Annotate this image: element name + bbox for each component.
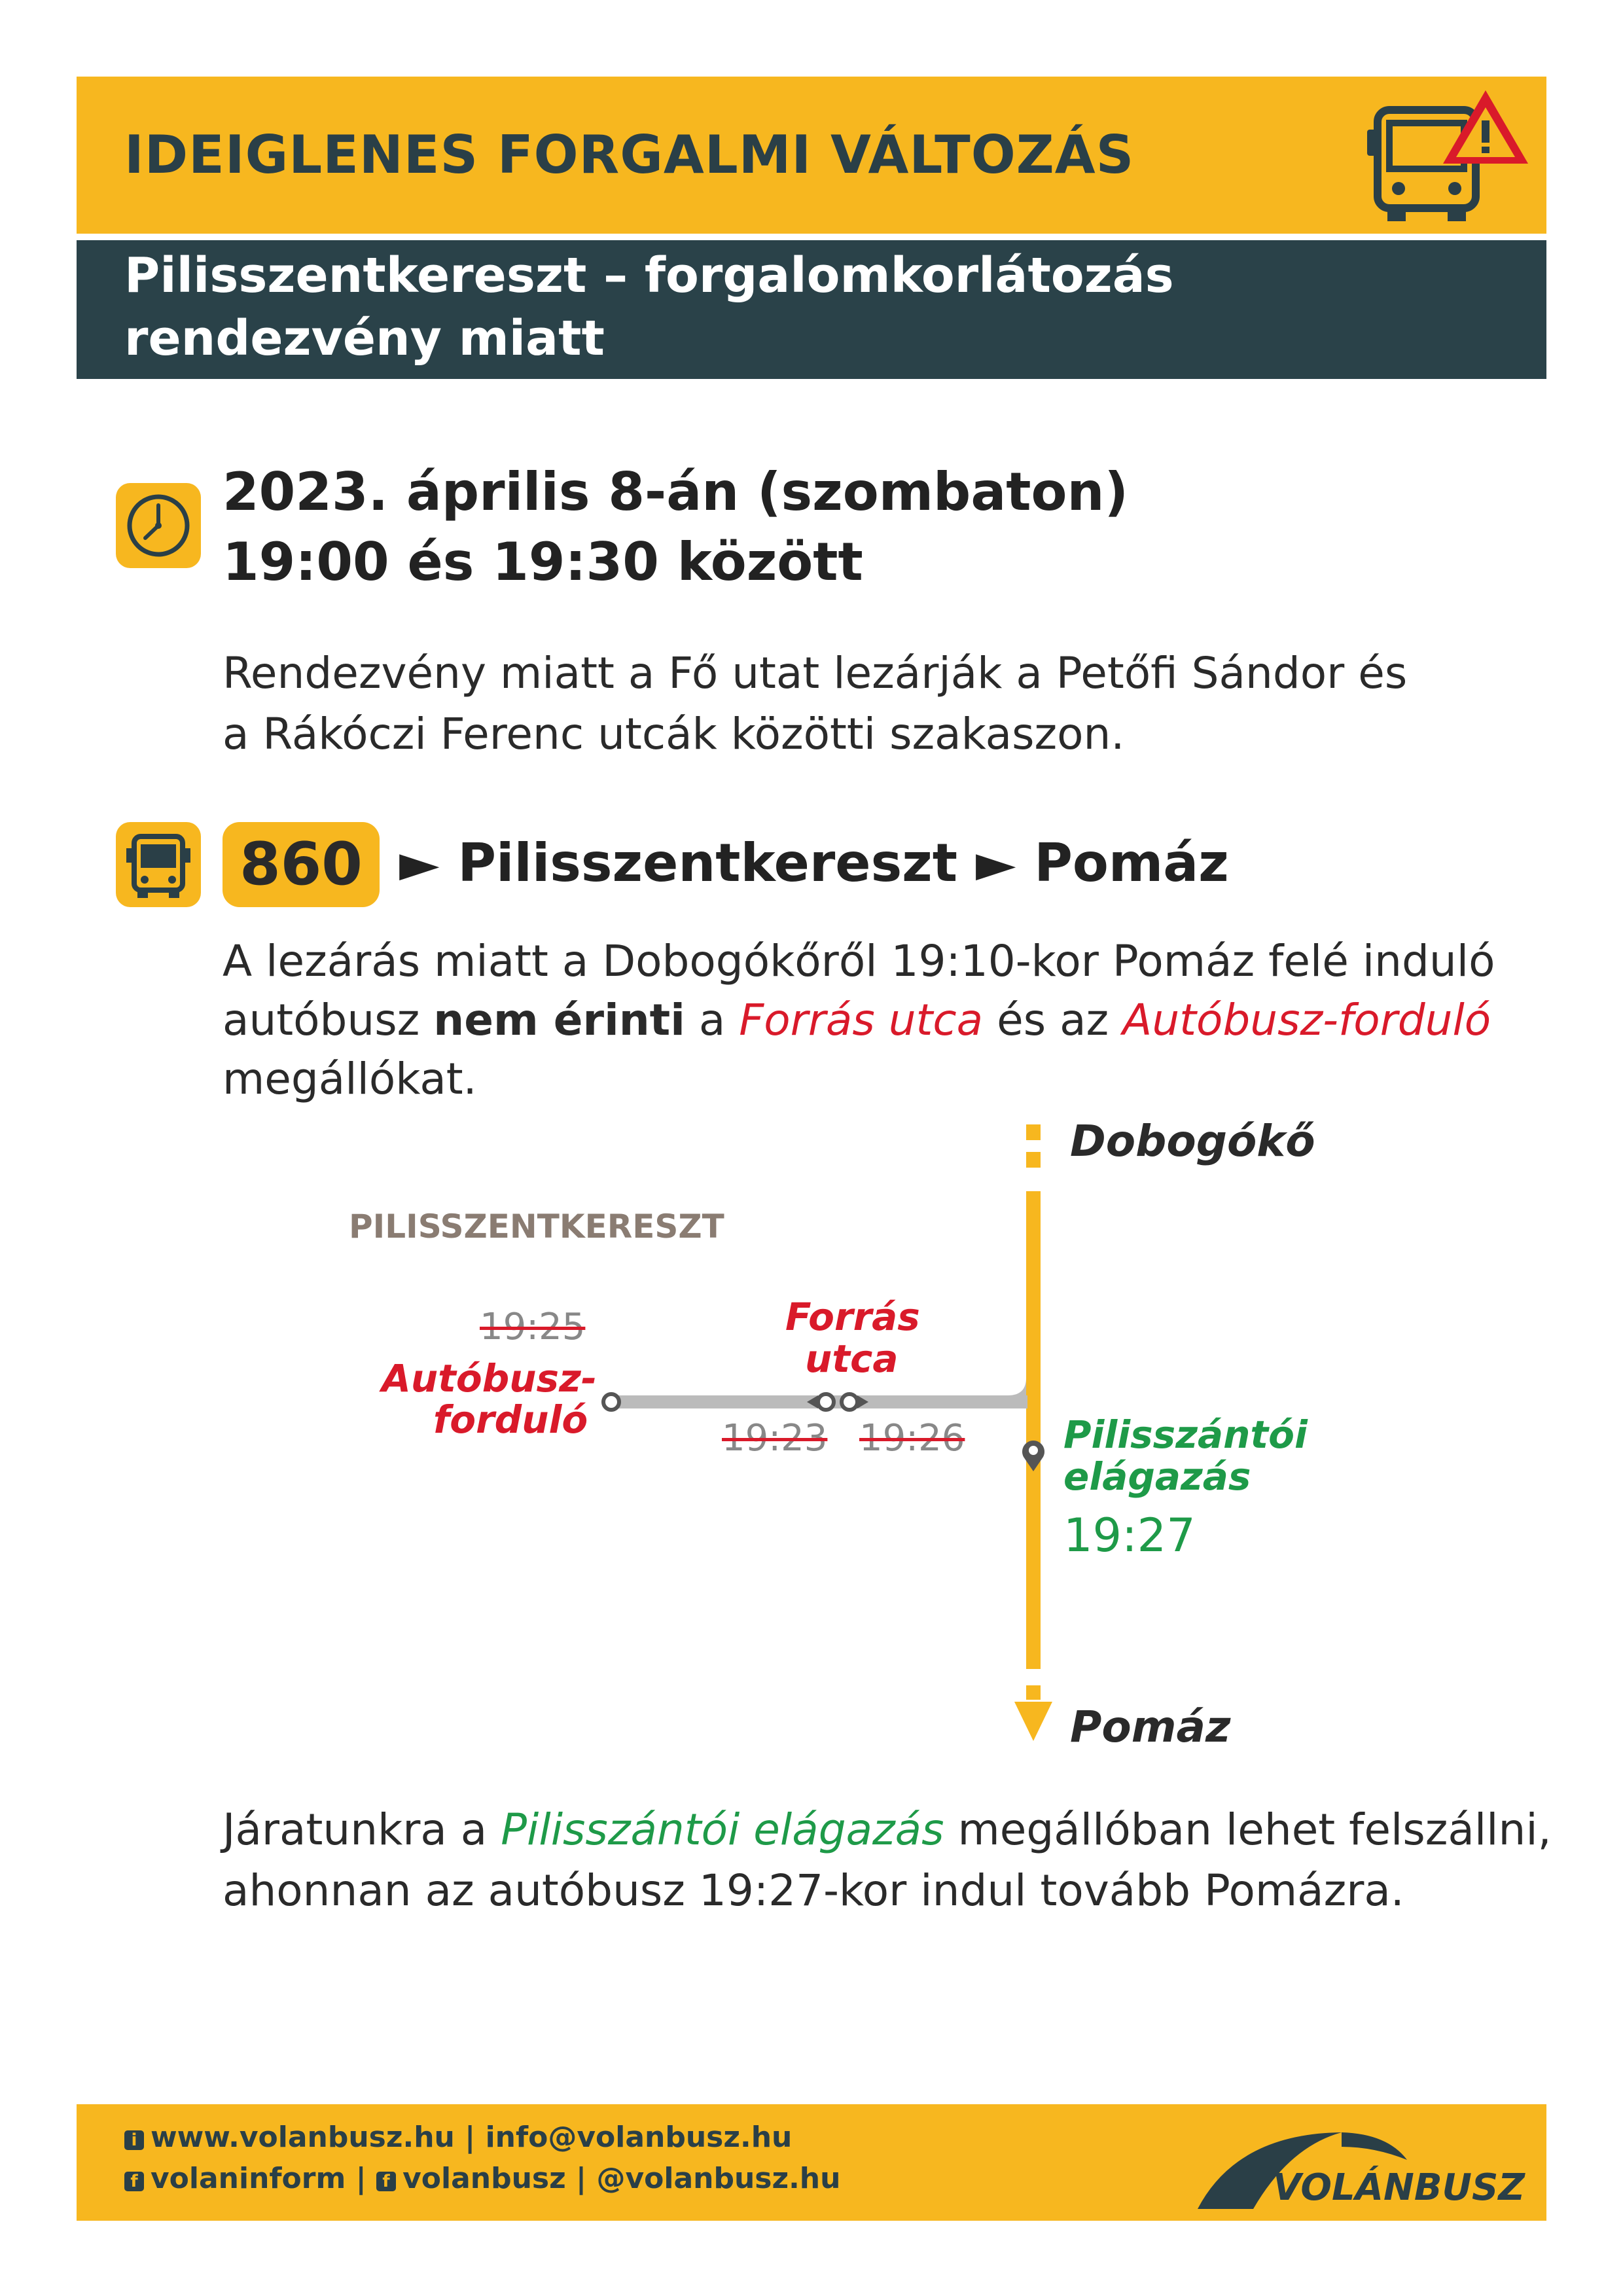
subtitle-line-2: rendezvény miatt [124,310,605,367]
route-text-line-2: autóbusz nem érinti a Forrás utca és az Autóbusz-forduló [223,995,1491,1045]
time-forras-a-cancelled: 19:23 [722,1417,828,1460]
stop-pilis-pin [1022,1441,1044,1471]
stop-autobusz-label-2: forduló [433,1397,588,1442]
stop-autobusz-marker [603,1394,619,1410]
subtitle-line-1: Pilisszentkereszt – forgalomkorlátozás [124,247,1174,304]
time-range-text: 19:00 és 19:30 között [223,531,863,592]
brand-name: VOLÁNBUSZ [1273,2166,1525,2209]
footer-line-2: f volaninform | f volanbusz | @volanbusz.hu [124,2162,840,2195]
stop-forras-label-2: utca [805,1336,899,1381]
stop-forras-marker-a [818,1394,834,1410]
closing-line-2: ahonnan az autóbusz 19:27-kor indul tovább Pomázra. [223,1865,1404,1916]
info-icon: i [124,2130,144,2150]
stop-forras-label-1: Forrás [785,1295,920,1339]
route-text-line-1: A lezárás miatt a Dobogókőről 19:10-kor Pomáz felé induló [223,936,1495,986]
instagram-link[interactable]: @volanbusz.hu [596,2162,841,2195]
terminal-top: Dobogókő [1070,1116,1315,1166]
area-label: PILISSZENTKERESZT [349,1208,724,1246]
page-title: IDEIGLENES FORGALMI VÁLTOZÁS [124,124,1135,185]
footer-line-1: i www.volanbusz.hu | info@volanbusz.hu [124,2121,792,2154]
website-link[interactable]: www.volanbusz.hu [151,2121,455,2154]
facebook-icon: f [124,2172,144,2191]
stop-pilis-time: 19:27 [1063,1509,1196,1562]
facebook-icon: f [376,2172,396,2191]
date-line: 2023. április 8-án (szombaton) [223,461,1129,522]
route-from: Pilisszentkereszt [457,833,957,893]
closing-line-1: Járatunkra a Pilisszántói elágazás megállóban lehet felszállni, [223,1804,1552,1855]
route-text-line-3: megállókat. [223,1054,477,1104]
arrow-icon: ► [399,833,440,893]
facebook-link-2[interactable]: volanbusz [402,2162,566,2195]
arrow-icon: ► [975,833,1016,893]
stop-autobusz-label-1: Autóbusz- [382,1356,597,1401]
terminal-bottom: Pomáz [1070,1702,1231,1752]
stop-forras-marker-b [842,1394,857,1410]
time-autobusz-cancelled: 19:25 [480,1306,586,1348]
description-line-2: a Rákóczi Ferenc utcák közötti szakaszon. [223,709,1125,759]
stop-pilis-label-1: Pilisszántói [1063,1412,1308,1457]
email-link[interactable]: info@volanbusz.hu [485,2121,793,2154]
stop-pilis-label-2: elágazás [1063,1454,1251,1499]
description-line-1: Rendezvény miatt a Fő utat lezárják a Petőfi Sándor és [223,648,1408,698]
line-number-badge: 860 [223,822,380,907]
time-forras-b-cancelled: 19:26 [859,1417,965,1460]
route-to: Pomáz [1034,833,1229,893]
facebook-link-1[interactable]: volaninform [151,2162,346,2195]
